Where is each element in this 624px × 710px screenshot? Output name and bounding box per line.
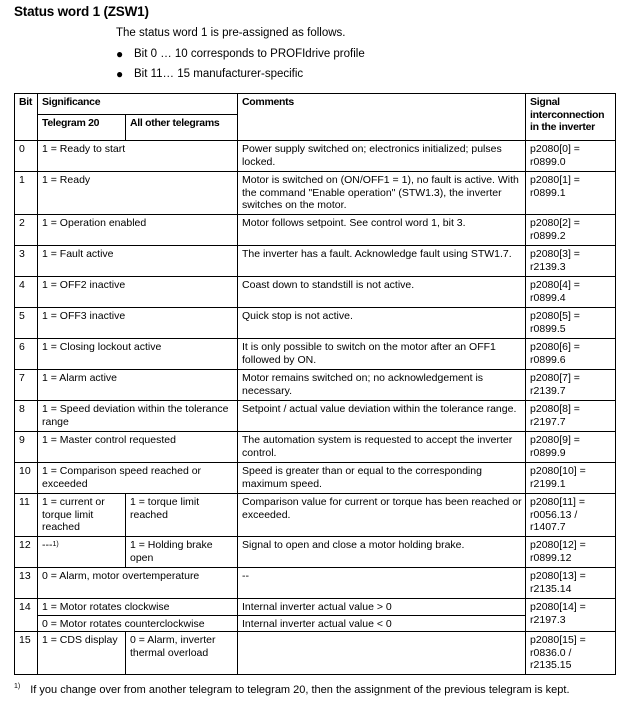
table-row — [15, 568, 616, 599]
significance-cell: 1 = Speed deviation within the tolerance range — [38, 401, 238, 432]
bit-cell: 5 — [15, 308, 38, 339]
telegram-20-cell: 1 = CDS display — [38, 632, 126, 675]
table-body — [15, 141, 616, 675]
comment-cell — [238, 632, 526, 675]
footnote-text: If you change over from another telegram to telegram 20, then the assignment of the previous telegram is kept. — [30, 684, 570, 696]
comment-cell: -- — [238, 568, 526, 599]
other-telegrams-cell: 1 = torque limit reached — [126, 494, 238, 537]
signal-cell: p2080[3] = r2139.3 — [526, 246, 616, 277]
header-bit: Bit — [15, 94, 38, 141]
comment-cell: It is only possible to switch on the motor after an OFF1 followed by ON. — [238, 339, 526, 370]
significance-cell: 0 = Motor rotates counterclockwise — [38, 615, 238, 632]
comment-cell: Motor follows setpoint. See control word 1, bit 3. — [238, 215, 526, 246]
signal-cell: p2080[14] = r2197.3 — [526, 599, 616, 632]
bit-cell: 3 — [15, 246, 38, 277]
comment-cell: The inverter has a fault. Acknowledge fault using STW1.7. — [238, 246, 526, 277]
comment-cell: Motor is switched on (ON/OFF1 = 1), no fault is active. With the command "Enable operation" (STW1.3), the inverter switches on the motor. — [238, 172, 526, 215]
significance-cell: 1 = Operation enabled — [38, 215, 238, 246]
comment-cell: Setpoint / actual value deviation within the tolerance range. — [238, 401, 526, 432]
table-row — [15, 370, 616, 401]
comment-cell: The automation system is requested to accept the inverter control. — [238, 432, 526, 463]
table-row — [15, 246, 616, 277]
comment-cell: Internal inverter actual value < 0 — [238, 615, 526, 632]
significance-cell: 1 = Alarm active — [38, 370, 238, 401]
table-row — [15, 339, 616, 370]
bit-cell: 7 — [15, 370, 38, 401]
bullet-text: Bit 11… 15 manufacturer-specific — [134, 68, 304, 80]
bullet-icon: ● — [116, 47, 124, 61]
significance-cell: 1 = Fault active — [38, 246, 238, 277]
signal-cell: p2080[6] = r0899.6 — [526, 339, 616, 370]
bit-cell: 1 — [15, 172, 38, 215]
signal-cell: p2080[15] = r0836.0 / r2135.15 — [526, 632, 616, 675]
signal-cell: p2080[11] = r0056.13 / r1407.7 — [526, 494, 616, 537]
bit-cell: 9 — [15, 432, 38, 463]
signal-cell: p2080[7] = r2139.7 — [526, 370, 616, 401]
bit-cell: 4 — [15, 277, 38, 308]
signal-cell: p2080[0] = r0899.0 — [526, 141, 616, 172]
footnote-mark: 1) — [14, 683, 21, 690]
table-row — [15, 463, 616, 494]
bit-cell: 6 — [15, 339, 38, 370]
telegram-20-cell — [38, 537, 126, 568]
list-item — [116, 46, 365, 66]
comment-cell: Signal to open and close a motor holding brake. — [238, 537, 526, 568]
signal-cell: p2080[10] = r2199.1 — [526, 463, 616, 494]
comment-cell: Comparison value for current or torque has been reached or exceeded. — [238, 494, 526, 537]
bullet-icon: ● — [116, 67, 124, 81]
other-telegrams-cell: 0 = Alarm, inverter thermal overload — [126, 632, 238, 675]
table-row — [15, 277, 616, 308]
signal-cell: p2080[5] = r0899.5 — [526, 308, 616, 339]
comment-cell: Coast down to standstill is not active. — [238, 277, 526, 308]
comment-cell: Quick stop is not active. — [238, 308, 526, 339]
comment-cell: Internal inverter actual value > 0 — [238, 599, 526, 616]
bullet-list — [116, 46, 365, 86]
intro-text: The status word 1 is pre-assigned as follows. — [116, 27, 346, 39]
table-row — [15, 308, 616, 339]
table-row — [15, 172, 616, 215]
table-row — [15, 401, 616, 432]
telegram-20-cell: 1 = current or torque limit reached — [38, 494, 126, 537]
comment-cell: Power supply switched on; electronics initialized; pulses locked. — [238, 141, 526, 172]
table-row — [15, 537, 616, 568]
signal-cell: p2080[9] = r0899.9 — [526, 432, 616, 463]
table-row — [15, 494, 616, 537]
bit-cell: 2 — [15, 215, 38, 246]
status-word-table — [14, 93, 616, 675]
bit-cell: 11 — [15, 494, 38, 537]
significance-cell: 0 = Alarm, motor overtemperature — [38, 568, 238, 599]
bit-cell: 13 — [15, 568, 38, 599]
significance-cell: 1 = OFF2 inactive — [38, 277, 238, 308]
table-row — [15, 215, 616, 246]
header-signal: Signal interconnection in the inverter — [526, 94, 616, 141]
table-row — [15, 141, 616, 172]
header-other-telegrams: All other telegrams — [126, 115, 238, 141]
bit-cell: 14 — [15, 599, 38, 632]
bit-cell: 12 — [15, 537, 38, 568]
significance-cell: 1 = Ready — [38, 172, 238, 215]
table-row — [15, 615, 616, 632]
comment-cell: Motor remains switched on; no acknowledgement is necessary. — [238, 370, 526, 401]
comment-cell: Speed is greater than or equal to the corresponding maximum speed. — [238, 463, 526, 494]
header-significance: Significance — [38, 94, 238, 115]
telegram-20-value: --- — [42, 539, 53, 551]
signal-cell: p2080[8] = r2197.7 — [526, 401, 616, 432]
bit-cell: 15 — [15, 632, 38, 675]
significance-cell: 1 = Master control requested — [38, 432, 238, 463]
table-row — [15, 599, 616, 616]
bit-cell: 10 — [15, 463, 38, 494]
header-comments: Comments — [238, 94, 526, 141]
significance-cell: 1 = Ready to start — [38, 141, 238, 172]
signal-cell: p2080[13] = r2135.14 — [526, 568, 616, 599]
significance-cell: 1 = Comparison speed reached or exceeded — [38, 463, 238, 494]
footnote — [14, 684, 570, 696]
bit-cell: 0 — [15, 141, 38, 172]
significance-cell: 1 = Closing lockout active — [38, 339, 238, 370]
page-title: Status word 1 (ZSW1) — [14, 4, 149, 19]
header-telegram-20: Telegram 20 — [38, 115, 126, 141]
table-row — [15, 632, 616, 675]
other-telegrams-cell: 1 = Holding brake open — [126, 537, 238, 568]
signal-cell: p2080[4] = r0899.4 — [526, 277, 616, 308]
signal-cell: p2080[12] = r0899.12 — [526, 537, 616, 568]
bullet-text: Bit 0 … 10 corresponds to PROFIdrive profile — [134, 48, 365, 60]
signal-cell: p2080[2] = r0899.2 — [526, 215, 616, 246]
list-item — [116, 66, 365, 86]
significance-cell: 1 = Motor rotates clockwise — [38, 599, 238, 616]
bit-cell: 8 — [15, 401, 38, 432]
significance-cell: 1 = OFF3 inactive — [38, 308, 238, 339]
signal-cell: p2080[1] = r0899.1 — [526, 172, 616, 215]
table-row — [15, 432, 616, 463]
footnote-reference: 1) — [52, 541, 59, 548]
